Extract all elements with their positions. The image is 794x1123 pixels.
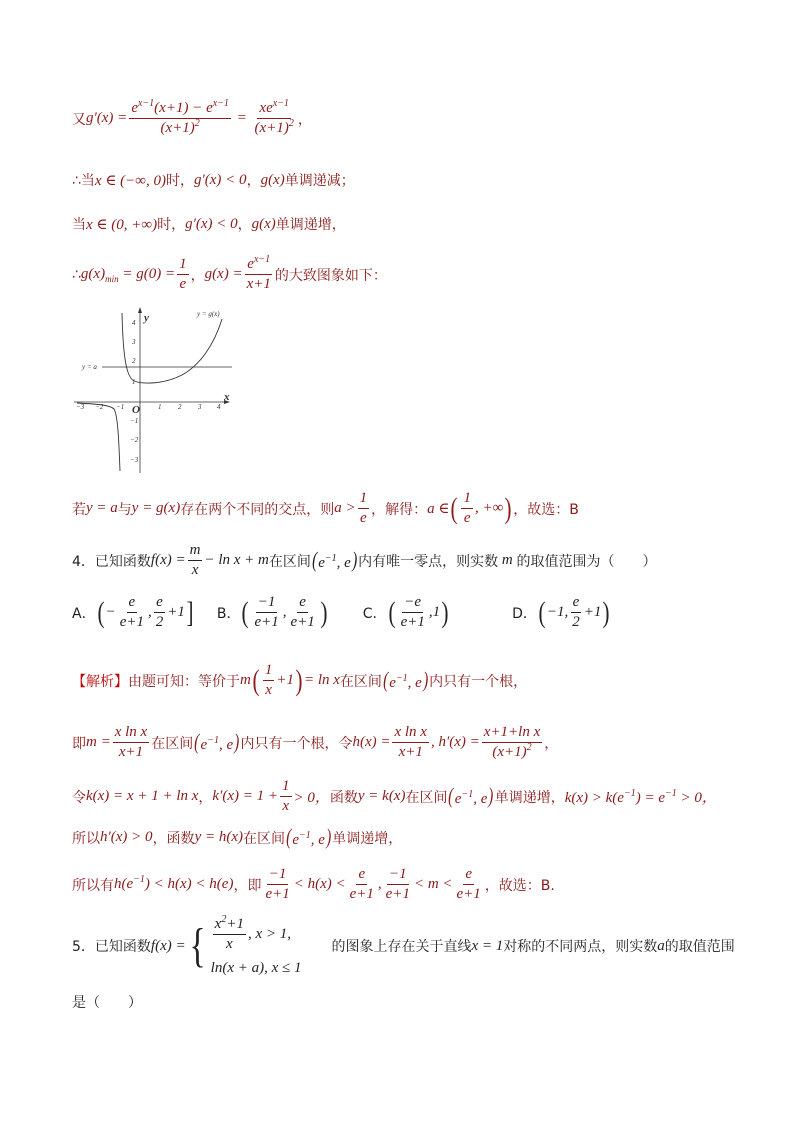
y-axis-label: y — [144, 312, 149, 324]
option-a[interactable]: A． ( − $\frac{e}{e+1}$ , $\frac{e}{2}$ +1 ] — [72, 594, 194, 631]
fraction: $\frac{1}{e}$ — [359, 490, 368, 527]
formula: a > — [334, 500, 356, 517]
solution-line-1: 【解析】 由题可知：等价于 m ( $\frac{1}{x}$ +1 ) = ln x 在区间 ($e^{-1}$, e) 内只有一个根， — [72, 662, 528, 699]
x-tick: 3 — [198, 403, 202, 411]
option-c[interactable]: C． ( $\frac{-e}{e+1}$ ,1 ) — [362, 594, 449, 631]
question-5: 5．已知函数 f(x) = { $\frac{x^2+1}{x}$ , x > 1, ln(x + a), x ≤ 1 的图象上存在关于直线 x = 1 对称的不同两点，则实数 a 的取值范围 — [72, 914, 735, 976]
solution-line-3: 令 k(x) = x + 1 + ln x ， k′(x) = 1 + $\frac{1}{x}$ > 0， 函数 y = k(x) 在区间 ($e^{-1}$, e) 单调递增， $k(x) > k(e^{-1}) = e^{-1} > 0$， — [72, 778, 717, 815]
solution-line-2: 即 m = $\frac{\text{x ln x}}{x+1}$ 在区间 ($e^{-1}$, e) 内只有一个根，令 h(x) = $\frac{\text{x ln x}}{x+1}$ , h′(x) = $\frac{\text{x+1+ln x}}{(x+1)^2}$ ， — [72, 724, 559, 761]
line-prefix: 又 — [72, 111, 86, 128]
increasing-line: 当 x ∈ (0, +∞) 时， g′(x) < 0 ， g(x) 单调递增， — [72, 215, 346, 233]
fraction: $\frac{1}{e}$ — [179, 256, 187, 293]
y-tick: 4 — [132, 319, 136, 327]
question-5-end: 是（ ） — [72, 995, 142, 1011]
option-b[interactable]: B． ( $\frac{-1}{e+1}$ , $\frac{e}{e+1}$ ) — [216, 594, 328, 631]
y-tick: −2 — [130, 436, 139, 444]
left-branch — [77, 403, 120, 471]
fraction: $\frac{e^{x-1}}{x+1}$ — [246, 254, 271, 293]
decreasing-line: ∴当 x ∈ (−∞, 0) 时， g′(x) < 0 ， g(x) 单调递减； — [72, 171, 355, 189]
formula: a ∈ — [427, 501, 450, 518]
question-4: 4．已知函数 f(x) = $\frac{m}{x}$ − ln x + m 在区间 ($e^{-1}$, e) 内有唯一零点，则实数 m 的取值范围为（ ） — [72, 542, 657, 579]
formula: $g(x)_{min} = g(0)$ = — [80, 266, 176, 285]
formula: g(x) — [260, 171, 285, 188]
y-tick: 3 — [132, 338, 136, 346]
x-tick: −2 — [95, 403, 104, 411]
function-graph — [72, 305, 237, 475]
fraction: $\frac{1}{e}$ — [463, 490, 471, 527]
y-tick: 2 — [132, 357, 136, 365]
analysis-tag: 【解析】 — [72, 673, 128, 690]
line-label: y = a — [82, 363, 97, 371]
solution-line-5: 所以有 $h(e^{-1}) < h(x) < h(e)$ ，即 $\frac{-1}{e+1}$ < h(x) < $\frac{e}{e+1}$ , $\frac{-1}{e+1}$ < m < $\frac{e}{e+1}$ ，故选：B. — [72, 866, 555, 903]
fraction: $\frac{xe^{x-1}}{(x+1)^2}$ — [254, 98, 294, 137]
fraction: $\frac{e^{x-1}(x+1) - e^{x-1}}{(x+1)^2}$ — [131, 98, 229, 137]
formula: g(x) — [251, 215, 276, 232]
line-prefix: ∴当 — [72, 173, 95, 189]
x-tick: −3 — [76, 403, 85, 411]
formula: f(x) = — [150, 552, 186, 569]
line-prefix: 当 — [72, 217, 86, 233]
formula: y = a — [86, 500, 118, 517]
origin-label: O — [132, 404, 140, 416]
formula: g′(x) < 0 — [185, 215, 238, 232]
x-tick: 4 — [217, 403, 221, 411]
solution-line-4: 所以 h′(x) > 0 ，函数 y = h(x) 在区间 ($e^{-1}$, e) 单调递增， — [72, 824, 403, 849]
fraction: $\frac{m}{x}$ — [189, 542, 201, 579]
x-tick: 2 — [178, 403, 182, 411]
min-value-line: ∴ $g(x)_{min} = g(0)$ = $\frac{1}{e}$ ， g(x) = $\frac{e^{x-1}}{x+1}$ 的大致图象如下： — [72, 254, 387, 293]
x-tick: 1 — [158, 403, 162, 411]
derivative-line: 又 g′(x) = $\frac{e^{x-1}(x+1) - e^{x-1}}{(x+1)^2}$ = $\frac{xe^{x-1}}{(x+1)^2}$ ， — [72, 98, 312, 137]
formula: g′(x) < 0 — [194, 171, 247, 188]
x-tick: −1 — [116, 403, 125, 411]
option-d[interactable]: D． ( −1, $\frac{e}{2}$ +1 ) — [512, 594, 610, 631]
formula: g′(x) = — [86, 110, 128, 127]
right-branch — [122, 313, 222, 383]
formula: y = g(x) — [131, 500, 181, 517]
options-row — [72, 594, 633, 632]
question-number: 5．已知函数 — [72, 939, 151, 956]
curve-label: y = g(x) — [197, 310, 220, 318]
question-number: 4．已知函数 — [72, 553, 151, 570]
formula: x ∈ (0, +∞) — [86, 216, 158, 233]
y-tick: 1 — [132, 378, 136, 386]
y-tick: −3 — [130, 456, 139, 464]
formula: x ∈ (−∞, 0) — [94, 172, 166, 189]
piecewise: { $\frac{x^2+1}{x}$ , x > 1, ln(x + a), x ≤ 1 — [189, 914, 302, 976]
conclusion-line: 若 y = a 与 y = g(x) 存在两个不同的交点，则 a > $\frac{1}{e}$ ，解得： a ∈ ( $\frac{1}{e}$ , +∞ ) ，故选：B — [72, 490, 579, 527]
formula: g(x) = — [204, 266, 243, 283]
y-tick: −1 — [130, 417, 139, 425]
x-axis-label: x — [224, 391, 230, 403]
